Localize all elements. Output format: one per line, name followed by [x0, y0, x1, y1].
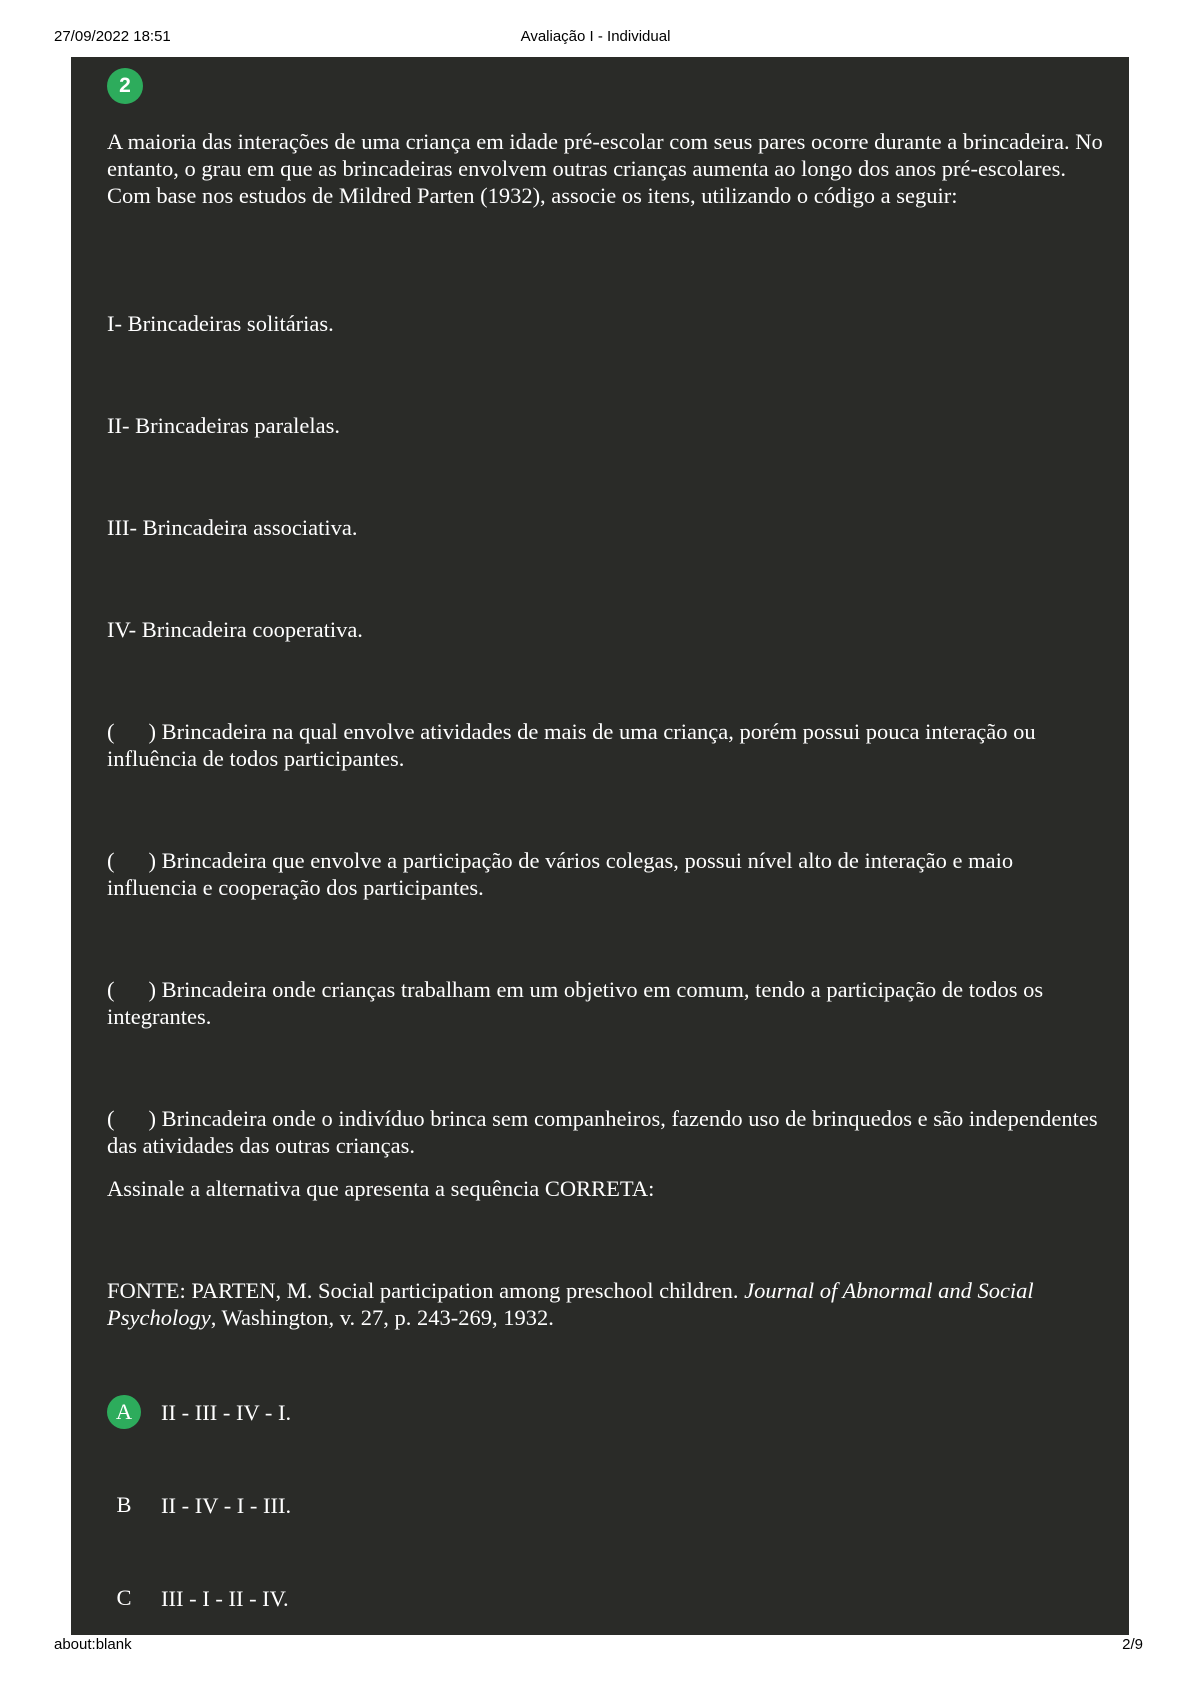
- association-statement: [107, 1105, 1107, 1159]
- question-panel: [71, 57, 1129, 1635]
- association-statement: [107, 718, 1107, 772]
- answer-option-c[interactable]: [107, 1581, 1007, 1617]
- statement-open-paren: (: [107, 719, 115, 744]
- association-item: I- Brincadeiras solitárias.: [107, 311, 334, 336]
- option-text: II - IV - I - III.: [161, 1493, 292, 1518]
- option-text: III - I - II - IV.: [161, 1586, 289, 1611]
- statement-text: ) Brincadeira que envolve a participação de vários colegas, possui nível alto de interação e maio influencia e cooperação dos participantes.: [107, 848, 1014, 900]
- statement-text: ) Brincadeira onde o indivíduo brinca sem companheiros, fazendo uso de brinquedos e são independentes das atividades das outras crianças.: [107, 1106, 1098, 1158]
- print-header: [0, 28, 1191, 52]
- print-page-number: 2/9: [1122, 1636, 1143, 1653]
- statement-text: ) Brincadeira na qual envolve atividades de mais de uma criança, porém possui pouca interação ou influência de todos participantes.: [107, 719, 1036, 771]
- print-url: about:blank: [54, 1636, 132, 1653]
- association-statement: [107, 847, 1107, 901]
- answer-option-b[interactable]: [107, 1488, 1007, 1524]
- association-item: II- Brincadeiras paralelas.: [107, 413, 340, 438]
- print-datetime: 27/09/2022 18:51: [54, 28, 171, 45]
- source-citation: [107, 1277, 1107, 1331]
- question-number-badge: 2: [107, 68, 143, 104]
- question-prompt: A maioria das interações de uma criança em idade pré-escolar com seus pares ocorre durante a brincadeira. No entanto, o grau em que as brincadeiras envolvem outras crianças aumenta ao longo dos anos pré-escolares. Com base nos estudos de Mildred Parten (1932), associe os itens, utilizando o código a seguir:: [107, 129, 1103, 208]
- source-prefix: FONTE: PARTEN, M. Social participation among preschool children.: [107, 1278, 745, 1303]
- statement-open-paren: (: [107, 1106, 115, 1131]
- source-suffix: , Washington, v. 27, p. 243-269, 1932.: [210, 1305, 554, 1330]
- association-item: IV- Brincadeira cooperativa.: [107, 617, 363, 642]
- statement-text: ) Brincadeira onde crianças trabalham em um objetivo em comum, tendo a participação de todos os integrantes.: [107, 977, 1044, 1029]
- option-letter: B: [116, 1492, 132, 1517]
- print-footer: [0, 1636, 1191, 1660]
- option-text: II - III - IV - I.: [161, 1400, 292, 1425]
- print-page-title: Avaliação I - Individual: [520, 28, 671, 45]
- association-statement: [107, 976, 1107, 1030]
- statement-open-paren: (: [107, 977, 115, 1002]
- option-letter: C: [116, 1585, 132, 1610]
- option-letter-selected: A: [107, 1395, 141, 1429]
- source-journal: Journal of Abnormal and Social Psychology: [107, 1278, 1034, 1330]
- association-item: III- Brincadeira associativa.: [107, 515, 358, 540]
- question-instruction: Assinale a alternativa que apresenta a sequência CORRETA:: [107, 1176, 655, 1201]
- statement-open-paren: (: [107, 848, 115, 873]
- answer-option-a[interactable]: [107, 1395, 1007, 1431]
